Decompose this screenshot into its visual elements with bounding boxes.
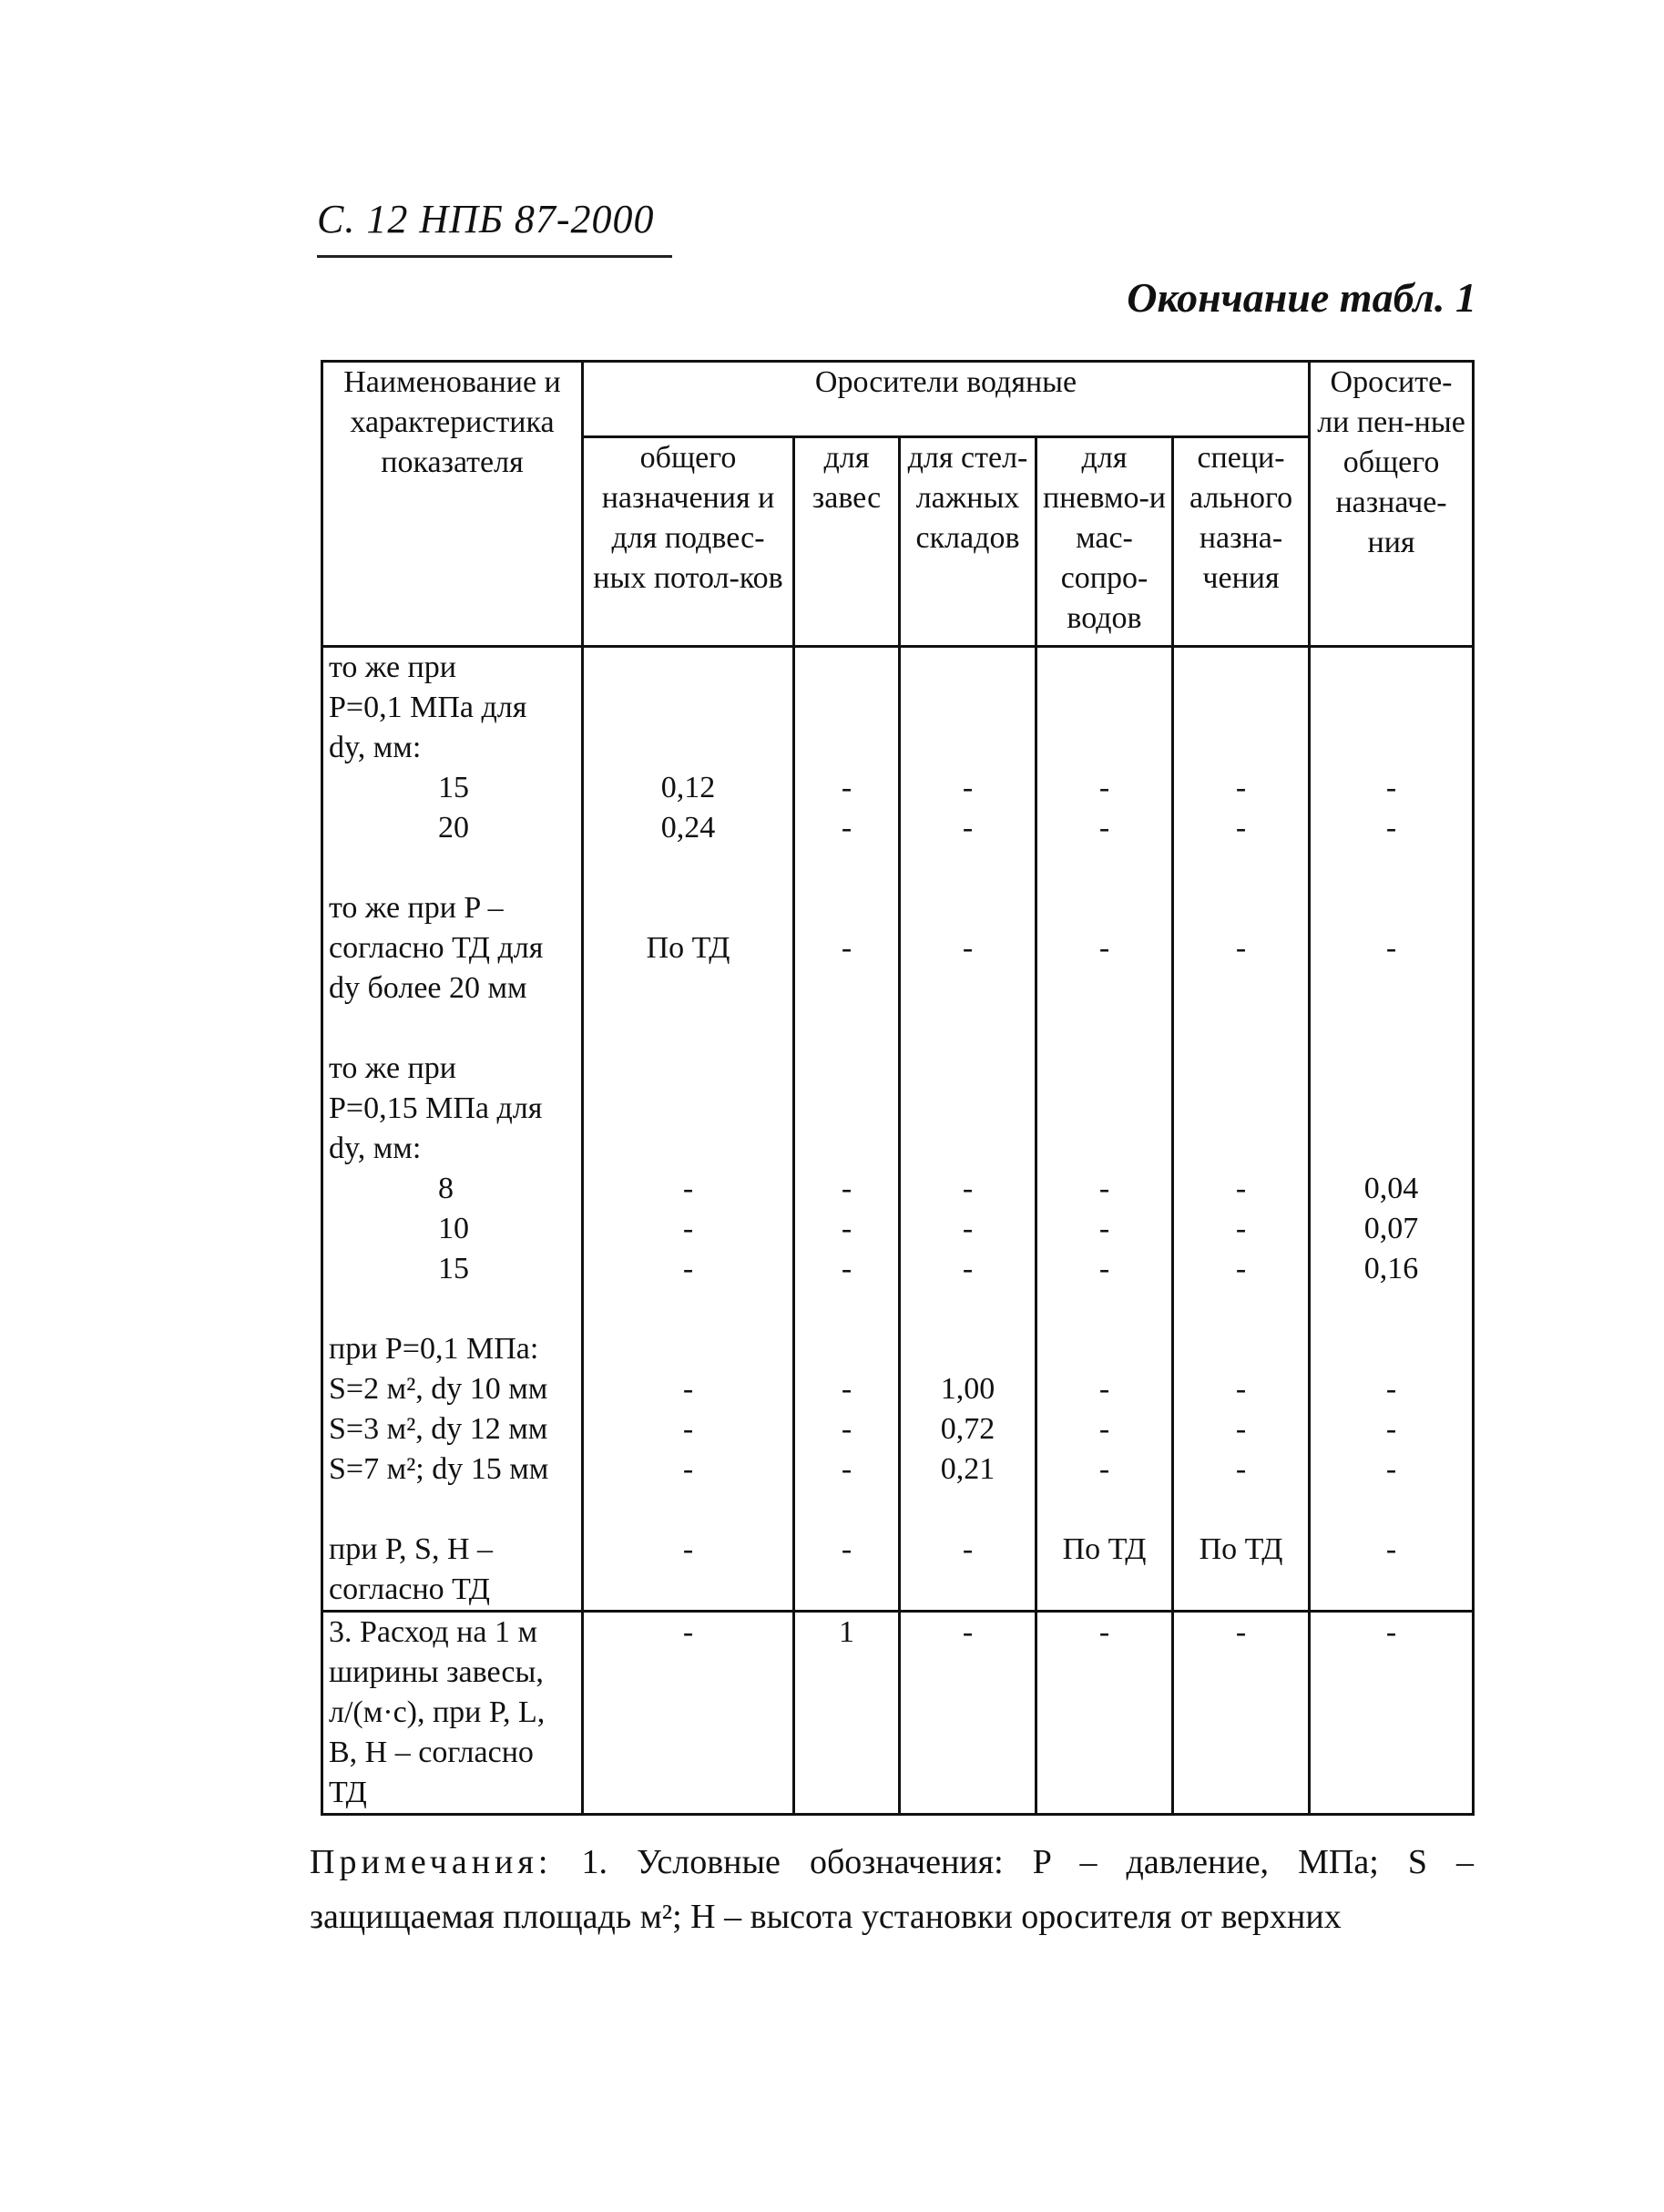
header-general-purpose: общего назначения и для подвес-ных потол-ков [583, 437, 794, 647]
cell-dash: - [682, 1252, 694, 1285]
row-label: dy более 20 мм [329, 971, 527, 1005]
header-pneumo-pipelines: для пневмо-и мас-сопро-водов [1036, 437, 1173, 647]
cell-value: 1 [794, 1612, 900, 1815]
cell-dash: - [1235, 1212, 1247, 1245]
header-curtains: для завес [794, 437, 900, 647]
cell-dash: - [962, 1212, 974, 1245]
notes-text: 1. Условные обозначения: P – давление, МПа; S – защищаемая площадь м²; H – высота установки оросителя от верхних [310, 1843, 1475, 1936]
cell-dash: - [841, 931, 852, 965]
cell-dash: - [1098, 1412, 1110, 1446]
row-label: ТД [329, 1776, 367, 1809]
cell-dash: - [682, 1412, 694, 1446]
row-label: при P=0,1 МПа: [329, 1332, 539, 1366]
cell-dash: - [1098, 1372, 1110, 1406]
row-label: согласно ТД [329, 1572, 490, 1606]
cell-value: 0,04 [1363, 1172, 1419, 1205]
cell-dash: - [1098, 1172, 1110, 1205]
cell-dash: - [1385, 771, 1397, 804]
cell-dash: - [841, 1212, 852, 1245]
cell-dash: - [1098, 1212, 1110, 1245]
row-label: 10 [438, 1212, 469, 1245]
cell-dash: - [682, 1452, 694, 1486]
cell-dash: - [900, 1612, 1036, 1815]
cell-dash: - [962, 771, 974, 804]
curtains-values [794, 647, 900, 1612]
labels-column [322, 647, 583, 1612]
cell-value: 0,07 [1363, 1212, 1419, 1245]
row-label: P=0,15 МПа для [329, 1091, 543, 1125]
rack-warehouses-values [900, 647, 1036, 1612]
data-table [321, 360, 1475, 1816]
header-name-column: Наименование и характеристика показателя [322, 362, 583, 647]
row-label: ширины завесы, [329, 1655, 544, 1689]
cell-value: 0,21 [940, 1452, 995, 1486]
cell-dash: - [1235, 1452, 1247, 1486]
cell-dash: - [841, 1252, 852, 1285]
row-label: при P, S, H – [329, 1532, 493, 1566]
row-label: 20 [438, 811, 469, 845]
cell-dash: - [1235, 771, 1247, 804]
row-label: B, H – согласно [329, 1736, 534, 1769]
page-header: С. 12 НПБ 87-2000 [317, 196, 672, 258]
cell-dash: - [1098, 771, 1110, 804]
row-label: 3. Расход на 1 м [329, 1615, 537, 1649]
cell-dash: - [962, 931, 974, 965]
cell-value: 0,16 [1363, 1252, 1419, 1285]
row-label: S=2 м², dy 10 мм [329, 1372, 548, 1406]
special-purpose-values [1173, 647, 1310, 1612]
cell-dash: - [1235, 931, 1247, 965]
curtain-flow-label [322, 1612, 583, 1815]
row-label: то же при P – [329, 891, 504, 925]
cell-dash: - [841, 771, 852, 804]
row-label: dy, мм: [329, 1132, 422, 1165]
row-label: 15 [438, 771, 469, 804]
cell-dash: - [841, 1452, 852, 1486]
cell-dash: - [1098, 811, 1110, 845]
cell-dash: - [1385, 1412, 1397, 1446]
header-water-sprinklers: Оросители водяные [583, 362, 1310, 437]
cell-dash: - [1235, 811, 1247, 845]
row-label: dy, мм: [329, 731, 422, 764]
row-label: то же при [329, 650, 456, 684]
cell-dash: - [1385, 811, 1397, 845]
cell-dash: - [1235, 1412, 1247, 1446]
pneumo-pipelines-values [1036, 647, 1173, 1612]
cell-value: 0,12 [660, 771, 716, 804]
header-rack-warehouses: для стел-лажных складов [900, 437, 1036, 647]
cell-value: По ТД [1062, 1532, 1147, 1566]
header-foam-sprinklers: Оросите-ли пен-ные общего назначе-ния [1310, 362, 1474, 647]
cell-dash: - [1235, 1372, 1247, 1406]
cell-dash: - [962, 1252, 974, 1285]
row-label: то же при [329, 1051, 456, 1085]
row-label: л/(м·с), при P, L, [329, 1695, 546, 1729]
cell-value: По ТД [646, 931, 730, 965]
cell-dash: - [1385, 1372, 1397, 1406]
cell-dash: - [1385, 1532, 1397, 1566]
cell-dash: - [1385, 931, 1397, 965]
cell-value: 1,00 [940, 1372, 995, 1406]
notes [310, 1835, 1474, 1944]
notes-label: Примечания: [310, 1843, 553, 1881]
row-label: согласно ТД для [329, 931, 544, 965]
row-label: 8 [438, 1172, 454, 1205]
cell-dash: - [962, 811, 974, 845]
cell-dash: - [962, 1532, 974, 1566]
cell-dash: - [1036, 1612, 1173, 1815]
table-caption: Окончание табл. 1 [1127, 274, 1476, 321]
cell-dash: - [1235, 1252, 1247, 1285]
cell-dash: - [682, 1532, 694, 1566]
cell-dash: - [1310, 1612, 1474, 1815]
cell-dash: - [682, 1372, 694, 1406]
row-label: 15 [438, 1252, 469, 1285]
cell-dash: - [1173, 1612, 1310, 1815]
cell-dash: - [841, 1532, 852, 1566]
cell-dash: - [841, 1172, 852, 1205]
header-special-purpose: специ-ального назна-чения [1173, 437, 1310, 647]
foam-values [1310, 647, 1474, 1612]
table-row-curtain-flow [322, 1612, 1474, 1815]
cell-dash: - [682, 1172, 694, 1205]
cell-dash: - [1385, 1452, 1397, 1486]
cell-dash: - [682, 1212, 694, 1245]
cell-dash: - [841, 811, 852, 845]
cell-value: 0,72 [940, 1412, 995, 1446]
cell-dash: - [1098, 1252, 1110, 1285]
cell-value: По ТД [1199, 1532, 1283, 1566]
cell-dash: - [1235, 1172, 1247, 1205]
general-purpose-values [583, 647, 794, 1612]
row-label: S=3 м², dy 12 мм [329, 1412, 548, 1446]
row-label: P=0,1 МПа для [329, 691, 527, 724]
row-label: S=7 м²; dy 15 мм [329, 1452, 549, 1486]
cell-dash: - [841, 1372, 852, 1406]
cell-dash: - [583, 1612, 794, 1815]
cell-dash: - [841, 1412, 852, 1446]
cell-dash: - [1098, 1452, 1110, 1486]
cell-dash: - [1098, 931, 1110, 965]
cell-value: 0,24 [660, 811, 716, 845]
table-row-main [322, 647, 1474, 1612]
cell-dash: - [962, 1172, 974, 1205]
